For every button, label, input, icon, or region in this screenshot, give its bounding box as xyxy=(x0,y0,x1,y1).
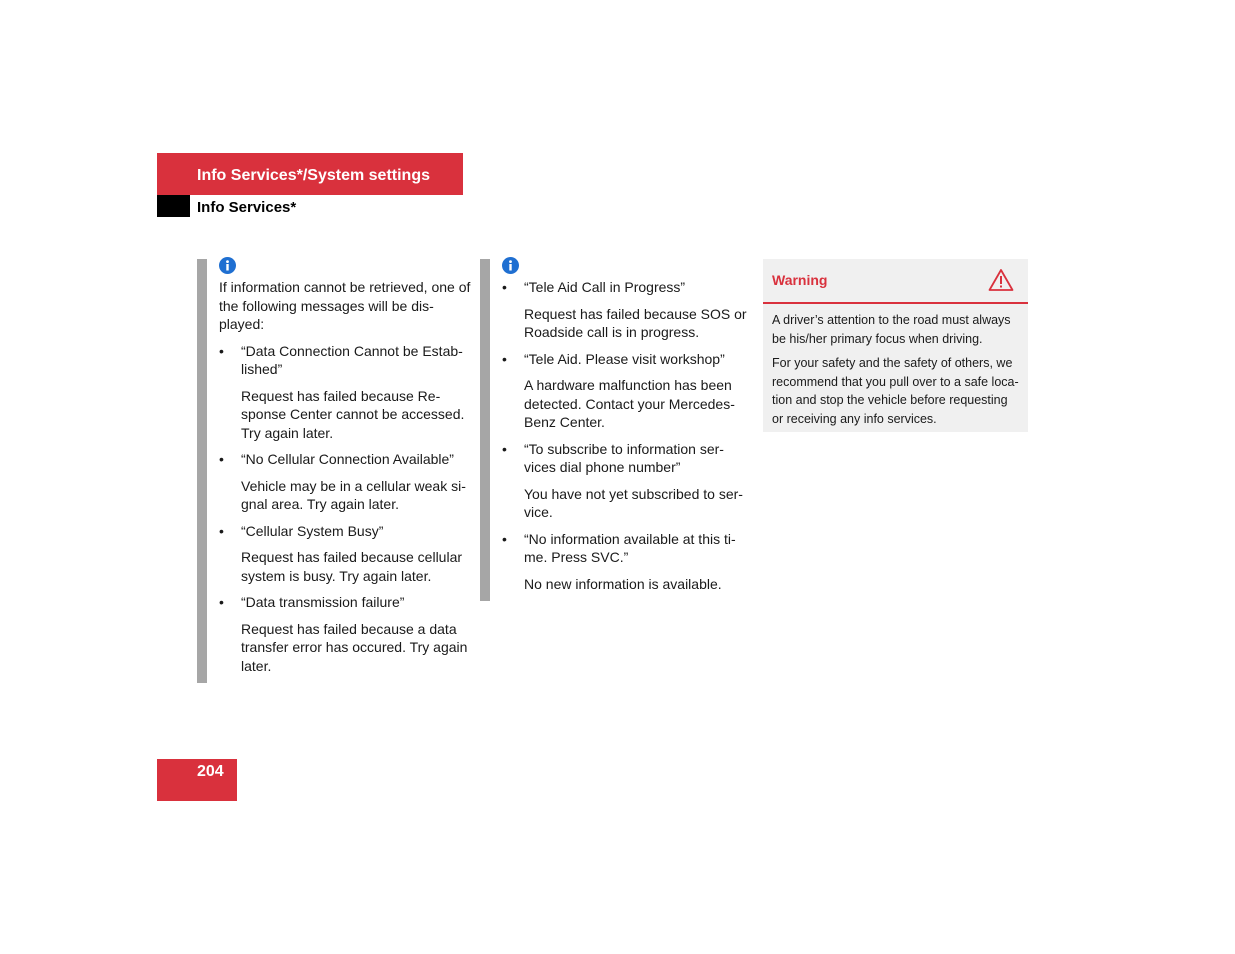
warning-paragraph: A driver’s attention to the road must always be his/her primary focus when driving. xyxy=(772,313,1011,346)
warning-triangle-icon xyxy=(988,268,1014,292)
section-title: Info Services*/System settings xyxy=(197,167,430,184)
list-item xyxy=(219,342,471,443)
message-description: You have not yet subscribed to ser-vice. xyxy=(524,485,743,520)
message-text: “Tele Aid. Please visit workshop” xyxy=(524,350,725,367)
message-text: “Cellular System Busy” xyxy=(241,522,384,539)
bullet: • xyxy=(219,594,224,610)
message-text: “No information available at this ti-me. Press SVC.” xyxy=(524,530,736,565)
list-item xyxy=(502,350,752,432)
message-description: Request has failed because a data transfer error has occured. Try again later. xyxy=(241,620,468,674)
column1-intro: If information cannot be retrieved, one of the following messages will be dis-played: xyxy=(219,279,471,332)
message-text: “Tele Aid Call in Progress” xyxy=(524,279,686,295)
list-item xyxy=(219,450,471,514)
bullet: • xyxy=(219,451,224,467)
header-black-marker xyxy=(157,195,190,217)
list-item xyxy=(219,522,471,586)
column2 xyxy=(502,257,752,593)
subsection-title: Info Services* xyxy=(197,199,297,216)
message-text: “Data Connection Cannot be Estab-lished” xyxy=(241,342,463,377)
warning-box xyxy=(763,259,1028,432)
info-icon xyxy=(502,257,519,274)
message-text: “No Cellular Connection Available” xyxy=(241,451,454,467)
list-item xyxy=(502,530,752,594)
warning-body xyxy=(763,304,1028,428)
column1 xyxy=(219,257,471,675)
message-description: Request has failed because SOS or Roadside call is in progress. xyxy=(524,305,747,340)
column1-message-list xyxy=(219,342,471,676)
bullet: • xyxy=(502,530,507,547)
bullet: • xyxy=(219,522,224,539)
page-number: 204 xyxy=(197,763,224,780)
warning-paragraph: For your safety and the safety of others, we recommend that you pull over to a safe loca-tion and stop the vehicle before requesting or receiving any info services. xyxy=(772,356,1019,426)
bullet: • xyxy=(502,279,507,295)
warning-header xyxy=(763,259,1028,304)
bullet: • xyxy=(502,440,507,457)
bullet: • xyxy=(219,342,224,359)
message-text: “Data transmission failure” xyxy=(241,594,405,610)
message-description: A hardware malfunction has been detected. Contact your Mercedes-Benz Center. xyxy=(524,377,735,430)
column1-side-bar xyxy=(197,259,207,683)
column2-side-bar xyxy=(480,259,490,601)
bullet: • xyxy=(502,350,507,367)
list-item xyxy=(502,440,752,522)
list-item xyxy=(219,593,471,675)
message-description: Request has failed because Re-sponse Center cannot be accessed. Try again later. xyxy=(241,387,465,441)
column2-message-list xyxy=(502,278,752,593)
message-description: Vehicle may be in a cellular weak si-gnal area. Try again later. xyxy=(241,477,466,512)
info-icon xyxy=(219,257,236,274)
list-item xyxy=(502,278,752,342)
message-text: “To subscribe to information ser-vices dial phone number” xyxy=(524,440,724,475)
message-description: No new information is available. xyxy=(524,575,722,592)
message-description: Request has failed because cellular system is busy. Try again later. xyxy=(241,549,463,584)
warning-title: Warning xyxy=(772,272,828,288)
